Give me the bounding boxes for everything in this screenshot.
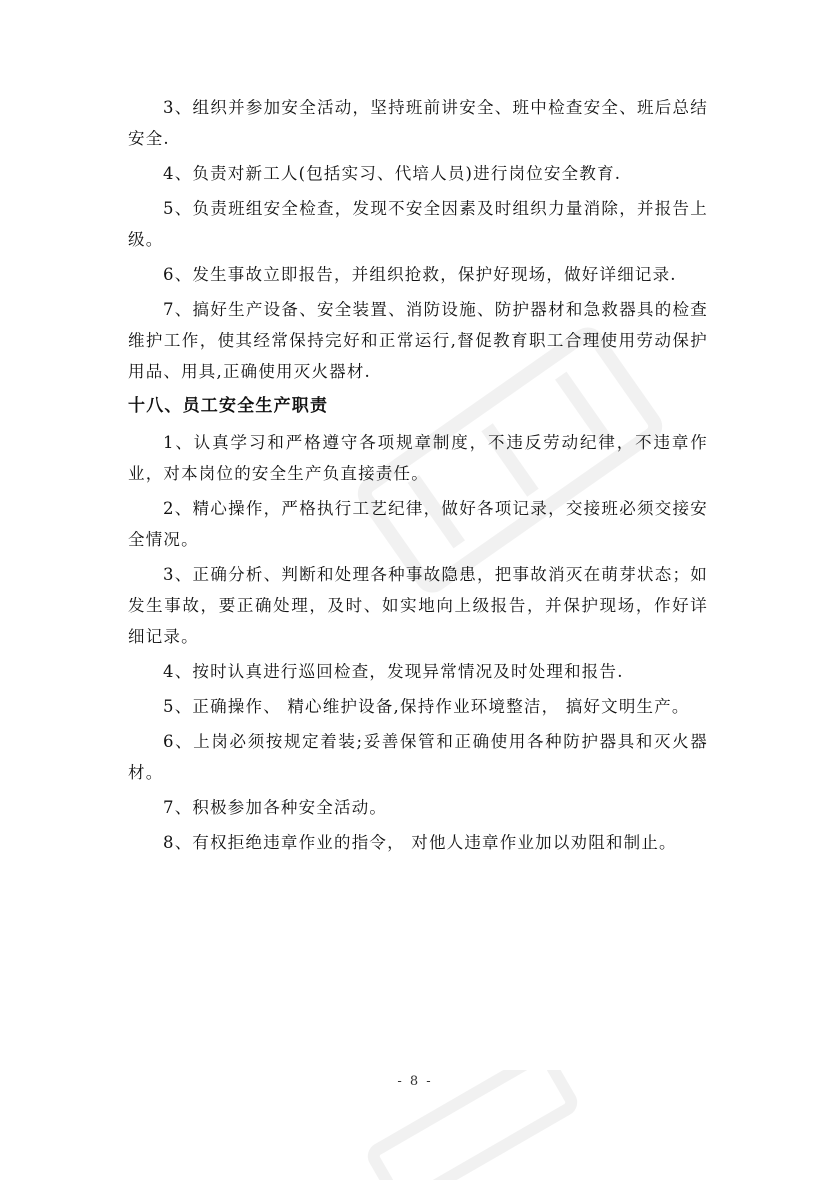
document-body: [128, 92, 708, 862]
duty-item-6: 6、上岗必须按规定着装;妥善保管和正确使用各种防护器具和灭火器材。: [128, 732, 708, 782]
duty-item-7: 7、积极参加各种安全活动。: [163, 798, 388, 817]
duty-item-1: 1、认真学习和严格遵守各项规章制度，不违反劳动纪律，不违章作业，对本岗位的安全生产负直接责任。: [128, 433, 708, 483]
duty-item-3: 3、正确分析、判断和处理各种事故隐患，把事故消灭在萌芽状态；如发生事故，要正确处理，及时、如实地向上级报告，并保护现场，作好详细记录。: [128, 565, 708, 646]
paragraph-item-3: 3、组织并参加安全活动，坚持班前讲安全、班中检查安全、班后总结安全.: [128, 98, 708, 148]
paragraph-item-6: 6、发生事故立即报告，并组织抢救，保护好现场，做好详细记录.: [163, 265, 677, 284]
duty-item-5: 5、正确操作、 精心维护设备,保持作业环境整洁， 搞好文明生产。: [163, 697, 690, 716]
duty-item-4: 4、按时认真进行巡回检查，发现异常情况及时处理和报告.: [163, 662, 624, 681]
page-number: - 8 -: [397, 1074, 433, 1089]
paragraph-item-4: 4、负责对新工人(包括实习、代培人员)进行岗位安全教育.: [163, 164, 622, 183]
duty-item-2: 2、精心操作，严格执行工艺纪律，做好各项记录，交接班必须交接安全情况。: [128, 499, 708, 549]
paragraph-item-5: 5、负责班组安全检查，发现不安全因素及时组织力量消除，并报告上级。: [128, 199, 708, 249]
duty-item-8: 8、有权拒绝违章作业的指令， 对他人违章作业加以劝阻和制止。: [163, 833, 677, 852]
section-heading: 十八、员工安全生产职责: [128, 396, 329, 416]
paragraph-item-7: 7、搞好生产设备、安全装置、消防设施、防护器材和急救器具的检查维护工作，使其经常保持完好和正常运行,督促教育职工合理使用劳动保护用品、用具,正确使用灭火器材.: [128, 300, 708, 381]
